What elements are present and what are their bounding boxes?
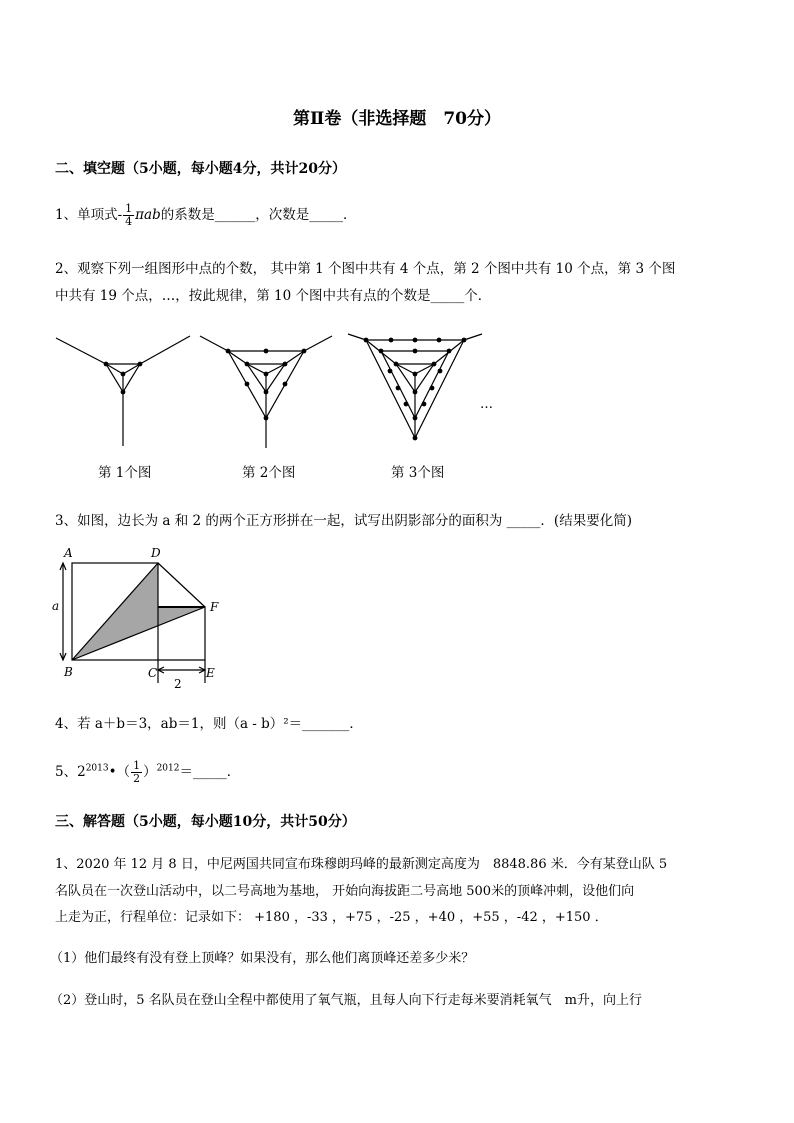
q5-suffix: ＝_____． — [179, 764, 241, 780]
page-title: 第Ⅱ卷（非选择题 70分） — [293, 109, 501, 129]
label-C: C — [148, 666, 158, 680]
q1-variable: πab — [135, 207, 161, 223]
problem-1-part-1: （1）他们最终有没有登上顶峰？如果没有，那么他们离顶峰还差多少米？ — [50, 951, 475, 966]
q1-suffix: 的系数是______，次数是_____． — [160, 207, 357, 223]
question-3: 3、如图，边长为 a 和 2 的两个正方形拼在一起，试写出阴影部分的面积为 _____．(结果要化简) — [55, 513, 632, 529]
q5-frac-num: 1 — [133, 759, 141, 772]
label-a: a — [52, 599, 60, 613]
q1-minus: - — [117, 207, 123, 223]
dot-pattern-figures — [50, 326, 510, 454]
caption-figure-3: 第 3个图 — [391, 465, 445, 481]
squares-diagram — [50, 543, 230, 691]
q5-exponent-1: 2013 — [85, 763, 109, 774]
q1-frac-num: 1 — [125, 202, 133, 215]
problem-1-line-2: 名队员在一次登山活动中，以二号高地为基地， 开始向海拔距二号高地 500米的顶峰冲刺，设他们向 — [55, 884, 635, 899]
label-2: 2 — [174, 677, 182, 691]
question-4: 4、若 a＋b＝3，ab＝1，则（a - b）²＝_______． — [55, 716, 363, 732]
figure-ellipsis: … — [480, 397, 493, 412]
label-D: D — [151, 546, 161, 560]
q1-frac-den: 4 — [125, 215, 133, 228]
label-A: A — [64, 546, 73, 560]
question-5 — [55, 760, 240, 785]
q5-base: 5、2 — [55, 764, 86, 780]
q5-frac-den: 2 — [133, 772, 141, 785]
q5-open: •（ — [108, 764, 131, 780]
label-F: F — [210, 600, 219, 614]
q1-prefix: 1、单项式 — [55, 207, 118, 223]
question-2-line-1: 2、观察下列一组图形中点的个数， 其中第 1 个图中共有 4 个点，第 2 个图中共有 10 个点，第 3 个图 — [55, 261, 676, 277]
problem-1-line-1: 1、2020 年 12 月 8 日，中尼两国共同宣布珠穆朗玛峰的最新测定高度为 8848.86 米．今有某登山队 5 — [55, 857, 668, 872]
label-E: E — [206, 666, 215, 680]
q5-fraction — [131, 760, 142, 785]
problem-1-line-3: 上走为正，行程单位：记录如下： +180 ，-33 ，+75 ，-25 ，+40 ，+55 ，-42 ，+150 ． — [55, 910, 608, 925]
question-2-line-2: 中共有 19 个点，…，按此规律，第 10 个图中共有点的个数是_____个． — [55, 288, 492, 304]
section-answer-heading: 三、解答题（5小题，每小题10分，共计50分） — [55, 814, 356, 830]
question-1 — [55, 203, 356, 228]
caption-figure-1: 第 1个图 — [98, 465, 152, 481]
caption-figure-2: 第 2个图 — [242, 465, 296, 481]
q5-exponent-2: 2012 — [156, 763, 180, 774]
q1-fraction — [123, 203, 134, 228]
label-B: B — [64, 665, 73, 679]
shaded-region — [72, 563, 205, 660]
problem-1-part-2: （2）登山时，5 名队员在登山全程中都使用了氧气瓶，且每人向下行走每米要消耗氧气 m升，向上行 — [50, 993, 643, 1008]
section-fill-in-heading: 二、填空题（5小题，每小题4分，共计20分） — [55, 161, 346, 177]
q5-close: ） — [143, 764, 157, 780]
